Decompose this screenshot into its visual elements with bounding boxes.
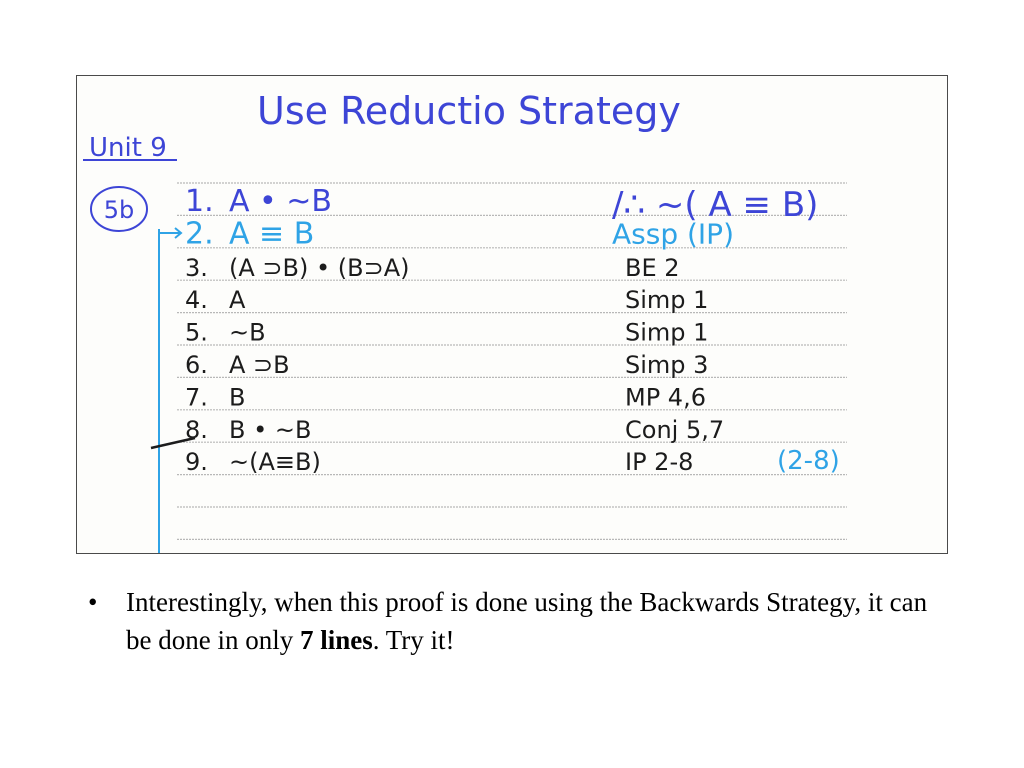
proof-line-formula: ~B: [229, 318, 266, 347]
proof-line-number: 3.: [185, 253, 208, 282]
proof-title: Use Reductio Strategy: [257, 89, 681, 133]
proof-line-formula: A: [229, 286, 246, 315]
proof-line-justification: MP 4,6: [625, 383, 706, 412]
bullet-item: [126, 583, 946, 659]
proof-line-formula: B: [229, 383, 246, 412]
proof-line-number: 4.: [185, 286, 208, 315]
proof-line-justification: Simp 3: [625, 351, 709, 379]
proof-line-justification: Assp (IP): [612, 217, 734, 251]
proof-line-justification: BE 2: [625, 253, 680, 282]
conclusion: /∴ ~( A ≡ B): [612, 185, 819, 225]
proof-line-formula: A ≡ B: [229, 216, 315, 252]
proof-line-number: 9.: [185, 448, 208, 477]
proof-line-number: 5.: [185, 318, 208, 347]
bullet-text-after: . Try it!: [372, 625, 455, 655]
proof-line-number: 2.: [185, 216, 214, 252]
proof-line-justification: IP 2-8: [625, 448, 694, 477]
proof-lines: [185, 184, 734, 476]
bullet-text-bold: 7 lines: [299, 625, 373, 655]
handwritten-proof-image: [76, 75, 948, 554]
proof-line-formula: (A ⊃B) • (B⊃A): [229, 253, 410, 282]
proof-line-formula: A ⊃B: [229, 351, 290, 379]
proof-line-formula: A • ~B: [229, 184, 333, 219]
proof-line-justification: Simp 1: [625, 286, 709, 315]
proof-line-formula: ~(A≡B): [229, 448, 321, 477]
proof-line-number: 6.: [185, 351, 208, 379]
proof-line-number: 1.: [185, 184, 214, 219]
problem-number: 5b: [103, 196, 135, 224]
justification-note: (2-8): [777, 446, 840, 476]
proof-line-justification: Conj 5,7: [625, 415, 725, 444]
scope-arrow-icon: [159, 228, 181, 238]
bullet-marker: •: [88, 587, 98, 617]
notebook-drawing: [77, 76, 948, 554]
bullet-text-before: Interestingly, when this proof is done using the Backwards Strategy, it can be done in only: [126, 587, 928, 655]
proof-line-justification: Simp 1: [625, 318, 709, 347]
proof-line-number: 7.: [185, 383, 208, 412]
proof-line-number: 8.: [185, 415, 208, 444]
unit-label: Unit 9: [89, 133, 167, 163]
proof-line-formula: B • ~B: [229, 415, 312, 444]
